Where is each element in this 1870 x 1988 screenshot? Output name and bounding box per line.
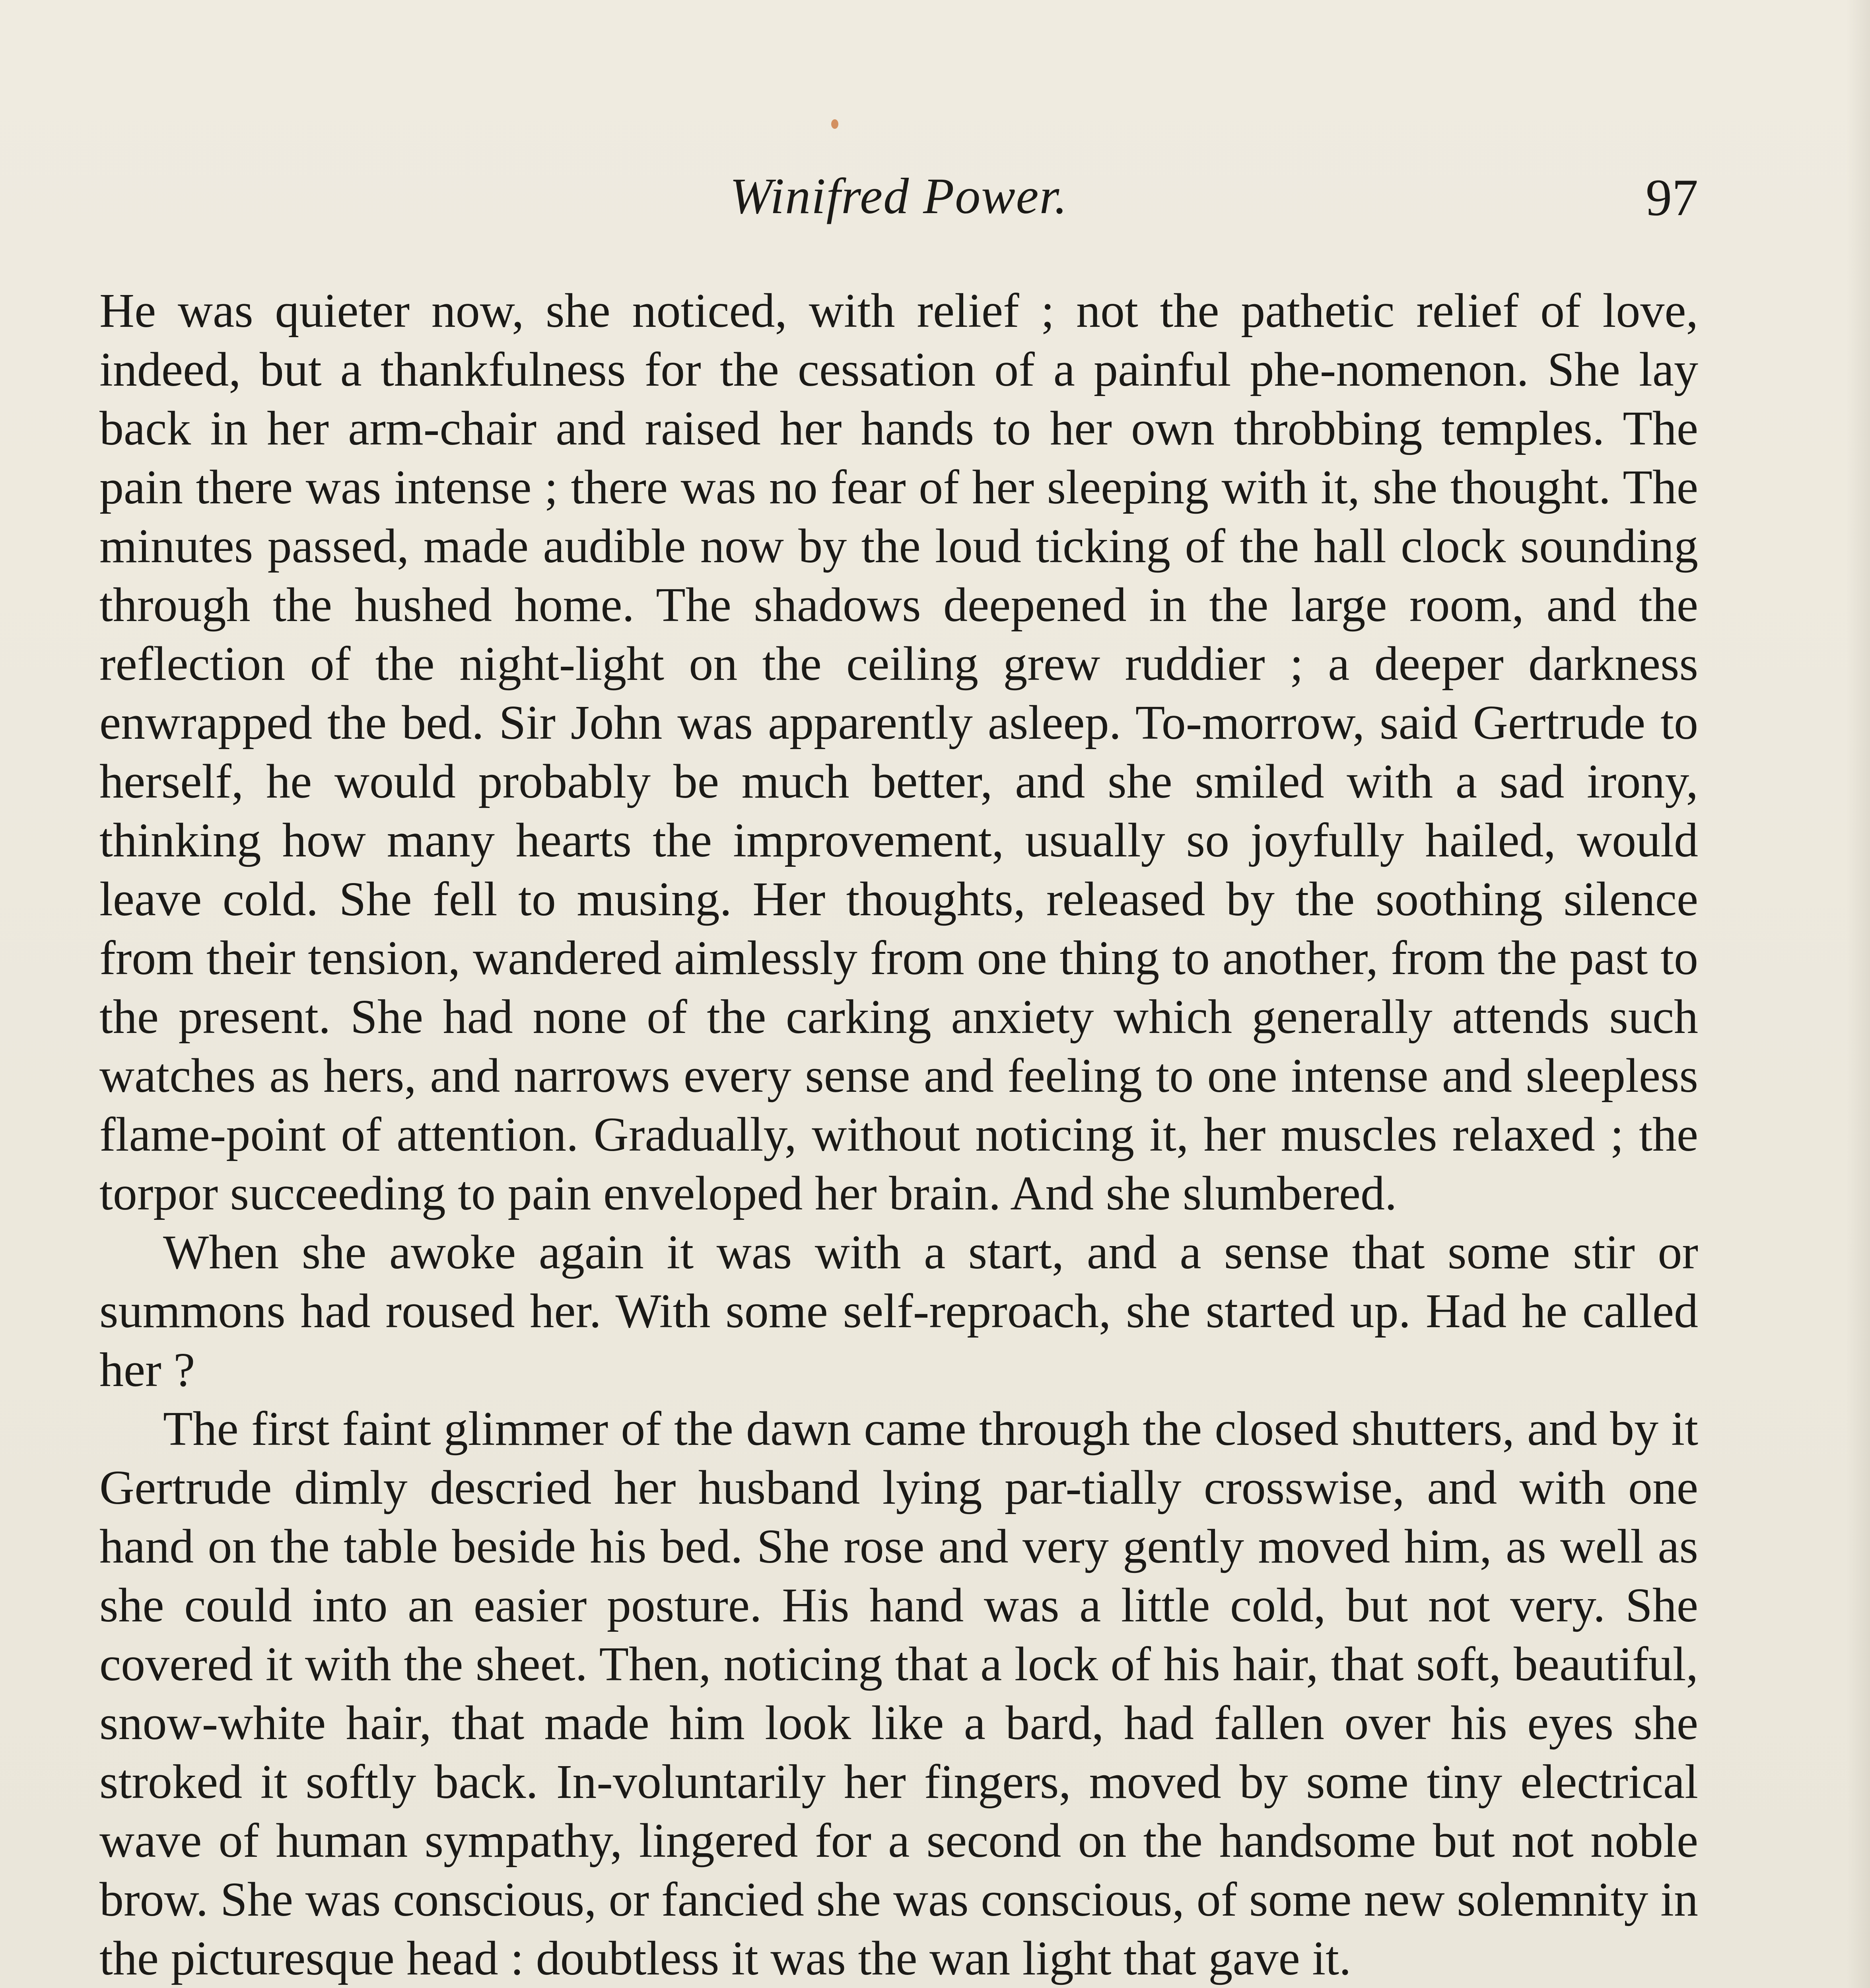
running-head	[99, 167, 1698, 231]
paragraph: The first faint glimmer of the dawn came through the closed shutters, and by it Gertrude dimly descried her husband lying par-tially crosswise, and with one hand on the table beside his bed. She rose and very gently moved him, as well as she could into an easier posture. His hand was a little cold, but not very. She covered it with the sheet. Then, noticing that a lock of his hair, that soft, beautiful, snow-white hair, that made him look like a bard, had fallen over his eyes she stroked it softly back. In-voluntarily her fingers, moved by some tiny electrical wave of human sympathy, lingered for a second on the handsome but not noble brow. She was conscious, or fancied she was conscious, of some new solemnity in the picturesque head : doubtless it was the wan light that gave it.	[99, 1402, 1698, 1985]
paragraph: When she awoke again it was with a start, and a sense that some stir or summons had roused her. With some self-reproach, she started up. Had he called her ?	[99, 1225, 1698, 1397]
running-head-title: Winifred Power.	[729, 168, 1068, 224]
paragraph: He was quieter now, she noticed, with relief ; not the pathetic relief of love, indeed, but a thankfulness for the cessation of a painful phe-nomenon. She lay back in her arm-chair and raised her hands to her own throbbing temples. The pain there was intense ; there was no fear of her sleeping with it, she thought. The minutes passed, made audible now by the loud ticking of the hall clock sounding through the hushed home. The shadows deepened in the large room, and the reflection of the night-light on the ceiling grew ruddier ; a deeper darkness enwrapped the bed. Sir John was apparently asleep. To-morrow, said Gertrude to herself, he would probably be much better, and she smiled with a sad irony, thinking how many hearts the improvement, usually so joyfully hailed, would leave cold. She fell to musing. Her thoughts, released by the soothing silence from their tension, wandered aimlessly from one thing to another, from the past to the present. She had none of the carking anxiety which generally attends such watches as hers, and narrows every sense and feeling to one intense and sleepless flame-point of attention. Gradually, without noticing it, her muscles relaxed ; the torpor succeeding to pain enveloped her brain. And she slumbered.	[99, 284, 1698, 1220]
page-number: 97	[1646, 168, 1698, 227]
ink-spot	[831, 119, 838, 129]
page-edge-shadow	[1846, 0, 1870, 1988]
body-text	[99, 282, 1698, 1988]
